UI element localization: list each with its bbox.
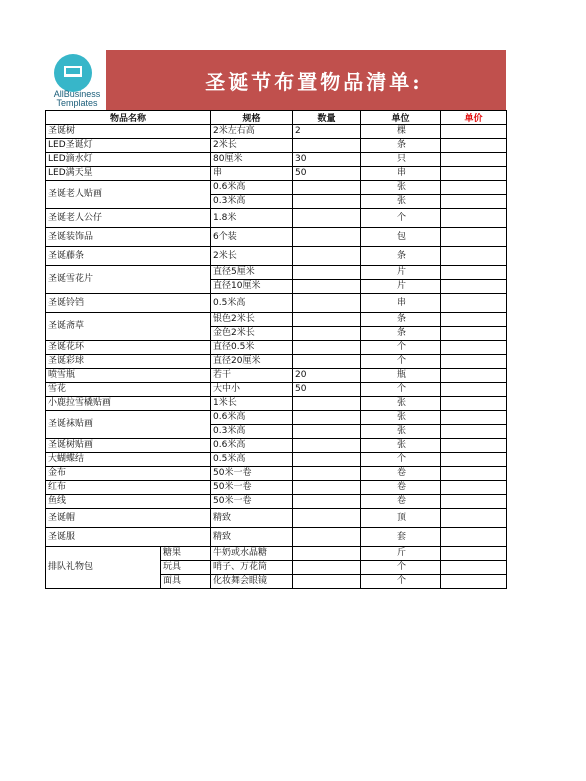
item-name: 圣诞老人公仔 <box>46 209 211 228</box>
item-name: 喷雪瓶 <box>46 369 211 383</box>
col-header-name: 物品名称 <box>46 111 211 125</box>
item-qty <box>293 181 361 195</box>
item-unit: 条 <box>361 247 441 266</box>
item-sub: 糖果 <box>161 547 211 561</box>
item-price <box>441 280 507 294</box>
item-spec: 50米一卷 <box>211 495 293 509</box>
item-price <box>441 294 507 313</box>
item-name: 圣诞袜贴画 <box>46 411 211 439</box>
item-qty <box>293 139 361 153</box>
item-name: 鱼线 <box>46 495 211 509</box>
item-name: 红布 <box>46 481 211 495</box>
item-price <box>441 411 507 425</box>
item-qty <box>293 547 361 561</box>
item-unit: 串 <box>361 167 441 181</box>
item-unit: 张 <box>361 195 441 209</box>
item-price <box>441 561 507 575</box>
item-unit: 条 <box>361 139 441 153</box>
item-spec: 银色2米长 <box>211 313 293 327</box>
item-spec: 0.6米高 <box>211 411 293 425</box>
item-price <box>441 528 507 547</box>
item-spec: 0.3米高 <box>211 425 293 439</box>
item-qty <box>293 411 361 425</box>
item-name: 雪花 <box>46 383 211 397</box>
item-sub: 玩具 <box>161 561 211 575</box>
item-price <box>441 167 507 181</box>
col-header-price: 单价 <box>441 111 507 125</box>
item-qty: 50 <box>293 383 361 397</box>
table-row <box>46 397 507 411</box>
item-spec: 精致 <box>211 509 293 528</box>
item-qty <box>293 575 361 589</box>
item-name: 圣诞藤条 <box>46 247 211 266</box>
item-name: 圣诞装饰品 <box>46 228 211 247</box>
item-spec: 金色2米长 <box>211 327 293 341</box>
table-body <box>46 125 507 589</box>
item-price <box>441 383 507 397</box>
item-price <box>441 139 507 153</box>
item-unit: 卷 <box>361 467 441 481</box>
table-row <box>46 294 507 313</box>
item-price <box>441 467 507 481</box>
item-price <box>441 355 507 369</box>
item-qty <box>293 397 361 411</box>
item-unit: 棵 <box>361 125 441 139</box>
table-row <box>46 341 507 355</box>
title-banner <box>106 50 506 110</box>
item-qty <box>293 425 361 439</box>
item-qty: 20 <box>293 369 361 383</box>
table-row <box>46 411 507 425</box>
table-row <box>46 125 507 139</box>
item-spec: 1.8米 <box>211 209 293 228</box>
item-qty <box>293 313 361 327</box>
item-unit: 串 <box>361 294 441 313</box>
item-unit: 张 <box>361 397 441 411</box>
logo-circle-icon <box>54 54 92 92</box>
table-row <box>46 181 507 195</box>
item-spec: 直径10厘米 <box>211 280 293 294</box>
item-name: 圣诞服 <box>46 528 211 547</box>
item-spec: 大中小 <box>211 383 293 397</box>
item-spec: 0.6米高 <box>211 439 293 453</box>
item-name: 圣诞树 <box>46 125 211 139</box>
item-qty <box>293 327 361 341</box>
item-qty: 50 <box>293 167 361 181</box>
item-price <box>441 575 507 589</box>
item-spec: 化妆舞会眼镜 <box>211 575 293 589</box>
item-name: LED滴水灯 <box>46 153 211 167</box>
item-name: 圣诞老人贴画 <box>46 181 211 209</box>
item-qty <box>293 266 361 280</box>
item-unit: 片 <box>361 280 441 294</box>
item-sub: 面具 <box>161 575 211 589</box>
item-unit: 卷 <box>361 495 441 509</box>
item-unit: 个 <box>361 355 441 369</box>
logo <box>45 50 105 110</box>
item-unit: 个 <box>361 561 441 575</box>
item-price <box>441 495 507 509</box>
item-qty: 2 <box>293 125 361 139</box>
item-spec: 50米一卷 <box>211 481 293 495</box>
item-unit: 片 <box>361 266 441 280</box>
item-name: LED圣诞灯 <box>46 139 211 153</box>
item-unit: 张 <box>361 411 441 425</box>
item-price <box>441 509 507 528</box>
item-unit: 个 <box>361 575 441 589</box>
item-price <box>441 247 507 266</box>
item-spec: 直径0.5米 <box>211 341 293 355</box>
item-name: 圣诞花环 <box>46 341 211 355</box>
table-row <box>46 528 507 547</box>
item-price <box>441 453 507 467</box>
table-row <box>46 313 507 327</box>
item-qty <box>293 481 361 495</box>
item-price <box>441 266 507 280</box>
item-price <box>441 181 507 195</box>
item-price <box>441 228 507 247</box>
item-qty <box>293 439 361 453</box>
col-header-unit: 单位 <box>361 111 441 125</box>
item-price <box>441 369 507 383</box>
item-unit: 条 <box>361 313 441 327</box>
item-spec: 0.5米高 <box>211 294 293 313</box>
table-row <box>46 467 507 481</box>
table-row <box>46 383 507 397</box>
item-qty <box>293 355 361 369</box>
item-price <box>441 439 507 453</box>
logo-line-1: AllBusiness <box>53 89 101 99</box>
item-name: 大蝴蝶结 <box>46 453 211 467</box>
item-unit: 张 <box>361 181 441 195</box>
item-price <box>441 195 507 209</box>
laptop-icon <box>64 66 82 77</box>
item-name: 圣诞彩球 <box>46 355 211 369</box>
item-unit: 个 <box>361 209 441 228</box>
item-qty <box>293 228 361 247</box>
item-qty <box>293 495 361 509</box>
col-header-spec: 规格 <box>211 111 293 125</box>
item-spec: 0.3米高 <box>211 195 293 209</box>
table-row <box>46 439 507 453</box>
item-name: 圣诞斋草 <box>46 313 211 341</box>
item-price <box>441 125 507 139</box>
item-unit: 包 <box>361 228 441 247</box>
table-row <box>46 453 507 467</box>
item-price <box>441 397 507 411</box>
item-qty <box>293 453 361 467</box>
item-price <box>441 209 507 228</box>
item-spec: 1米长 <box>211 397 293 411</box>
item-spec: 6个装 <box>211 228 293 247</box>
item-qty: 30 <box>293 153 361 167</box>
table-row <box>46 247 507 266</box>
item-name: 金布 <box>46 467 211 481</box>
table-row <box>46 509 507 528</box>
item-unit: 只 <box>361 153 441 167</box>
item-price <box>441 481 507 495</box>
table-row <box>46 228 507 247</box>
item-price <box>441 313 507 327</box>
item-qty <box>293 561 361 575</box>
item-qty <box>293 247 361 266</box>
item-qty <box>293 294 361 313</box>
item-name: 圣诞帽 <box>46 509 211 528</box>
table-row <box>46 481 507 495</box>
item-name: 圣诞铃铛 <box>46 294 211 313</box>
item-spec: 2米左右高 <box>211 125 293 139</box>
table-row <box>46 139 507 153</box>
table-row <box>46 153 507 167</box>
table-row <box>46 369 507 383</box>
item-spec: 直径20厘米 <box>211 355 293 369</box>
item-spec: 直径5厘米 <box>211 266 293 280</box>
table-row <box>46 167 507 181</box>
item-spec: 0.6米高 <box>211 181 293 195</box>
items-table <box>45 110 507 589</box>
table-header-row <box>46 111 507 125</box>
item-unit: 瓶 <box>361 369 441 383</box>
item-spec: 2米长 <box>211 247 293 266</box>
item-unit: 条 <box>361 327 441 341</box>
item-unit: 个 <box>361 383 441 397</box>
item-qty <box>293 528 361 547</box>
table-row <box>46 209 507 228</box>
item-price <box>441 547 507 561</box>
item-spec: 哨子、万花筒 <box>211 561 293 575</box>
col-header-qty: 数量 <box>293 111 361 125</box>
item-unit: 卷 <box>361 481 441 495</box>
item-unit: 个 <box>361 341 441 355</box>
item-price <box>441 327 507 341</box>
table-row <box>46 495 507 509</box>
item-spec: 2米长 <box>211 139 293 153</box>
item-unit: 张 <box>361 425 441 439</box>
item-name: 圣诞雪花片 <box>46 266 211 294</box>
item-spec: 若干 <box>211 369 293 383</box>
table-row <box>46 355 507 369</box>
item-unit: 套 <box>361 528 441 547</box>
item-unit: 个 <box>361 453 441 467</box>
item-name: LED满天星 <box>46 167 211 181</box>
item-price <box>441 425 507 439</box>
item-unit: 张 <box>361 439 441 453</box>
page-title: 圣诞节布置物品清单: <box>205 69 423 94</box>
item-name: 排队礼物包 <box>46 547 161 589</box>
item-name: 小鹿拉雪橇贴画 <box>46 397 211 411</box>
item-price <box>441 341 507 355</box>
item-qty <box>293 195 361 209</box>
item-name: 圣诞树贴画 <box>46 439 211 453</box>
item-qty <box>293 509 361 528</box>
item-unit: 顶 <box>361 509 441 528</box>
logo-line-2: Templates <box>56 98 98 108</box>
item-spec: 精致 <box>211 528 293 547</box>
item-spec: 0.5米高 <box>211 453 293 467</box>
item-qty <box>293 280 361 294</box>
header <box>45 50 506 110</box>
item-price <box>441 153 507 167</box>
item-qty <box>293 209 361 228</box>
table-row <box>46 547 507 561</box>
item-spec: 80厘米 <box>211 153 293 167</box>
item-unit: 斤 <box>361 547 441 561</box>
item-qty <box>293 467 361 481</box>
item-spec: 串 <box>211 167 293 181</box>
logo-text <box>47 90 107 108</box>
item-spec: 牛奶或水晶糖 <box>211 547 293 561</box>
item-spec: 50米一卷 <box>211 467 293 481</box>
item-qty <box>293 341 361 355</box>
table-row <box>46 266 507 280</box>
